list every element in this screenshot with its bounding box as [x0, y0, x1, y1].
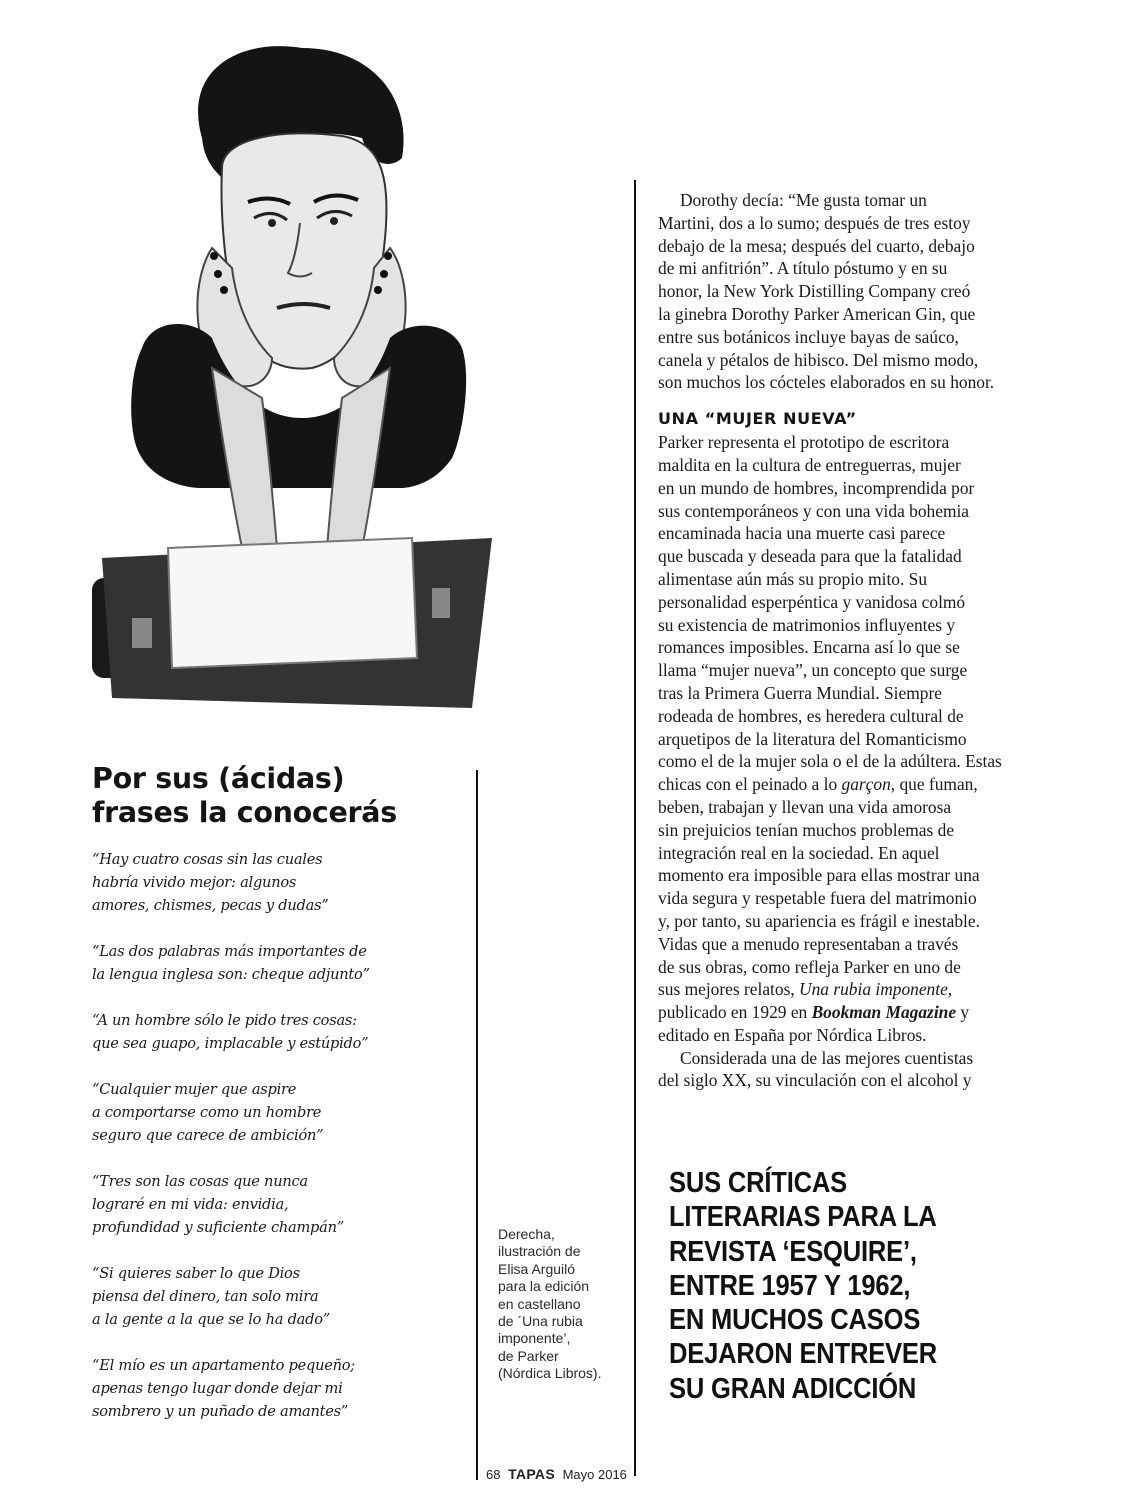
text-line: sus mejores relatos, Una rubia imponente,: [658, 979, 953, 1000]
article-paragraph: Parker representa el prototipo de escritora maldita en la cultura de entreguerras, mujer en un mundo de hombres, incomprendida por sus contemporáneos y con una vida bohemia encaminada hacia una muerte casi parece que buscada y deseada para que la fatalidad alimentase aún más su propio mito. Su personalidad esperpéntica y vanidosa colmó su existencia de matrimonios influyentes y romances imposibles. Encarna así lo que se llama “mujer nueva”, un concepto que surge tras la Primera Guerra Mundial. Siempre rodeada de hombres, es heredera cultural de arquetipos de la literatura del Romanticismo como el de la mujer sola o el de la adúltera. Estas chicas con el peinado a lo garçon, que fuman, beben, trabajan y llevan una vida amorosa sin prejuicios tenían muchos problemas de integración real en la sociedad. En aquel momento era imposible para ellas mostrar una vida segura y respetable fuera del matrimonio y, por tanto, su apariencia es frágil e inestable. Vidas que a menudo representaban a través de sus obras, como refleja Parker en uno de sus mejores relatos, Una rubia imponente, publicado en 1929 en Bookman Magazine y editado en España por Nórdica Libros.: [658, 431, 1058, 1047]
column-rule-right: [634, 180, 636, 1476]
quote-item: “El mío es un apartamento pequeño; apenas tengo lugar donde dejar mi sombrero y un puñado de amantes”: [92, 1357, 355, 1420]
pull-quote: SUS CRÍTICAS LITERARIAS PARA LA REVISTA ‘ESQUIRE’, ENTRE 1957 Y 1962, EN MUCHOS CASOS DEJARON ENTREVER SU GRAN ADICCIÓN: [669, 1167, 938, 1405]
quotes-box-title: Por sus (ácidas) frases la conocerás: [92, 762, 397, 829]
page-number: 68: [486, 1467, 501, 1482]
text-line: publicado en 1929 en Bookman Magazine y: [658, 1002, 970, 1023]
page-footer: [486, 1466, 627, 1482]
quote-item: “Si quieres saber lo que Dios piensa del dinero, tan solo mira a la gente a la que se lo ha dado”: [92, 1265, 330, 1328]
section-heading: UNA “MUJER NUEVA”: [658, 409, 857, 429]
illustration-caption: Derecha, ilustración de Elisa Arguiló para la edición en castellano de ´Una rubia imponente’, de Parker (Nórdica Libros).: [498, 1226, 602, 1382]
quote-item: “Hay cuatro cosas sin las cuales habría vivido mejor: algunos amores, chismes, pecas y dudas”: [92, 851, 329, 914]
article-paragraph: Considerada una de las mejores cuentistas del siglo XX, su vinculación con el alcohol y: [658, 1047, 974, 1091]
quote-item: “Cualquier mujer que aspire a comportarse como un hombre seguro que carece de ambición”: [92, 1081, 324, 1144]
issue-date: Mayo 2016: [562, 1467, 627, 1482]
quotes-list: [92, 848, 472, 1446]
quote-item: “A un hombre sólo le pido tres cosas: que sea guapo, implacable y estúpido”: [92, 1012, 369, 1052]
article-body: [658, 189, 1058, 1092]
magazine-name: TAPAS: [508, 1466, 555, 1482]
quote-item: “Tres son las cosas que nunca lograré en mi vida: envidia, profundidad y suficiente champán”: [92, 1173, 344, 1236]
column-rule-left: [476, 770, 478, 1480]
dorothy-parker-illustration: [72, 18, 502, 718]
quote-item: “Las dos palabras más importantes de la lengua inglesa son: cheque adjunto”: [92, 943, 370, 983]
article-paragraph: Dorothy decía: “Me gusta tomar un Martini, dos a lo sumo; después de tres estoy debajo de la mesa; después del cuarto, debajo de mi anfitrión”. A título póstumo y en su honor, la New York Distilling Company creó la ginebra Dorothy Parker American Gin, que entre sus botánicos incluye bayas de saúco, canela y pétalos de hibisco. Del mismo modo, son muchos los cócteles elaborados en su honor.: [658, 190, 995, 393]
text-line: chicas con el peinado a lo garçon, que fuman,: [658, 774, 978, 795]
